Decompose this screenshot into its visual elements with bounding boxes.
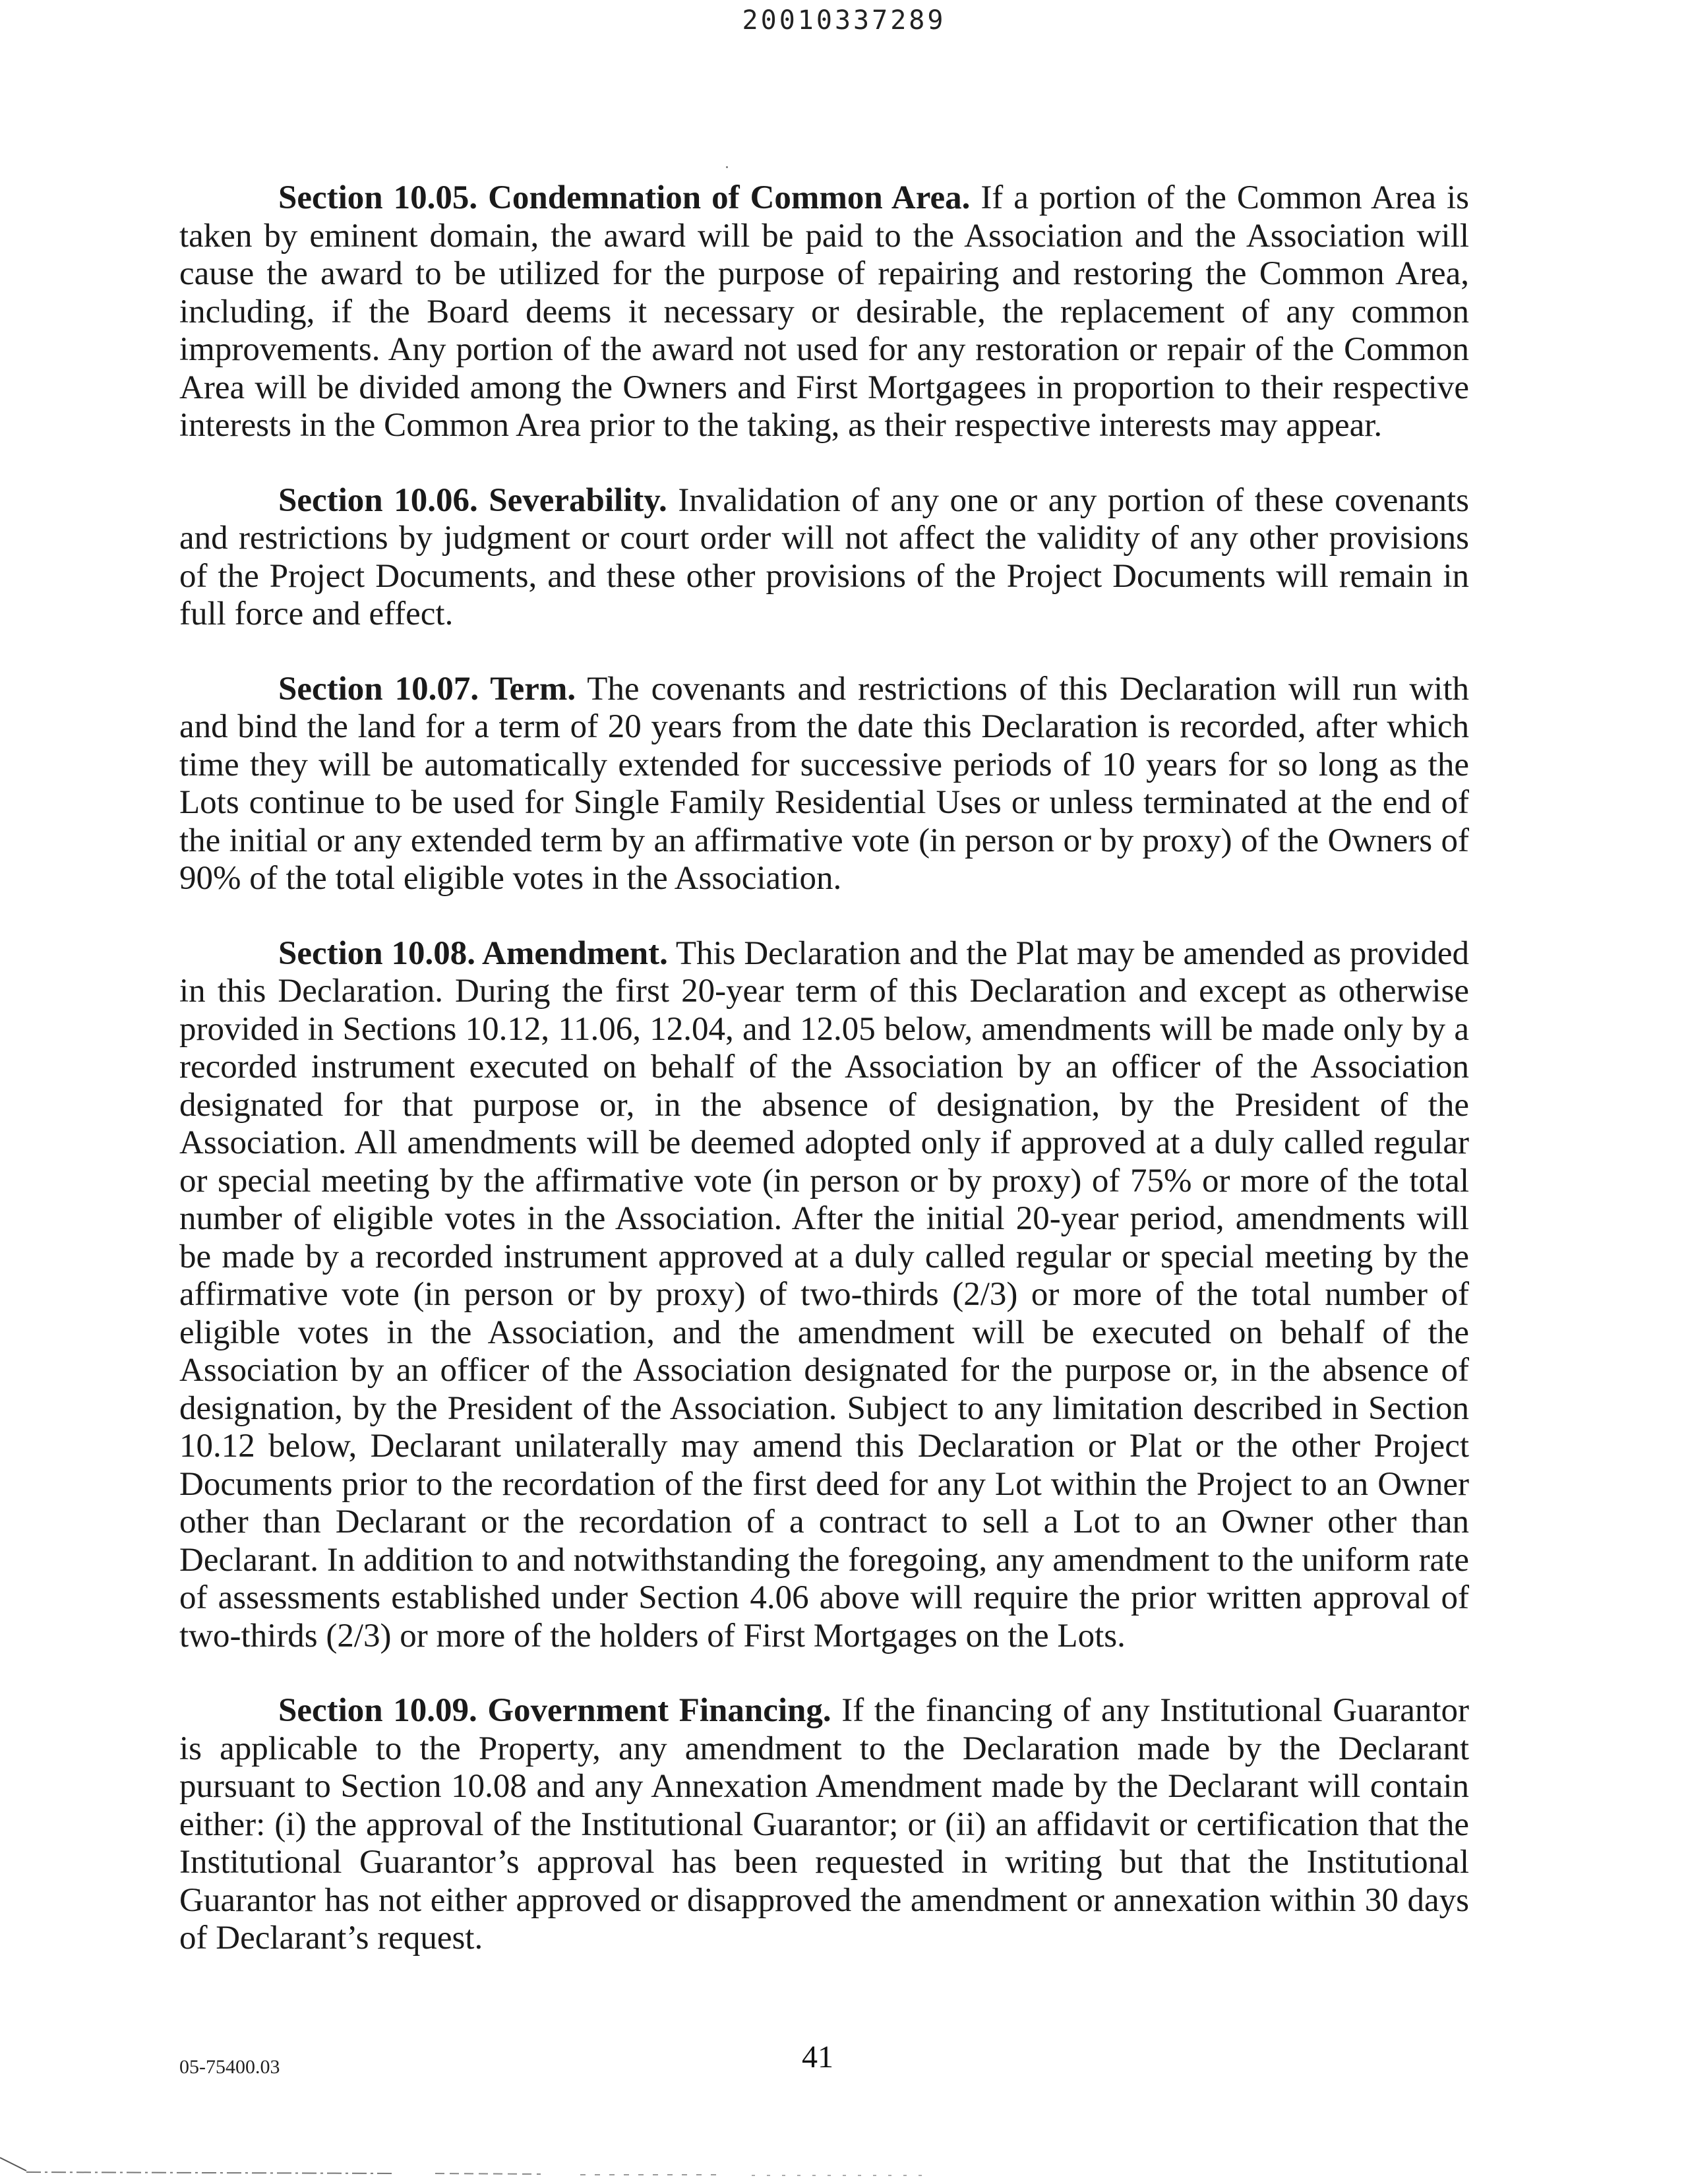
section-10-09 [179,1692,1469,1958]
section-text: If a portion of the Common Area is taken by eminent domain, the award will be paid to the Association and the Association will cause the award to be utilized for the purpose of repairing and restoring the Common Area, including, if the Board deems it necessary or desirable, the replacement of any common improvements. Any portion of the award not used for any restoration or repair of the Common Area will be divided among the Owners and First Mortgagees in proportion to their respective interests in the Common Area prior to the taking, as their respective interests may appear. [179,179,1470,444]
section-10-07 [179,671,1469,898]
section-heading: Section 10.05. Condemnation of Common Area. [278,179,971,216]
section-10-08 [179,935,1469,1656]
section-text: Invalidation of any one or any portion of these covenants and restrictions by judgment or court order will not affect the validity of any other provisions of the Project Documents, and these other provisions of the Project Documents will remain in full force and effect. [179,481,1470,632]
section-heading: Section 10.07. Term. [278,670,576,708]
footer-document-id: 05-75400.03 [179,2056,280,2078]
scan-edge-artifacts [0,2156,1688,2184]
scan-speck [726,166,728,168]
page-number: 41 [802,2040,833,2075]
section-10-06 [179,482,1469,634]
recording-number: 20010337289 [742,5,946,36]
section-heading: Section 10.09. Government Financing. [278,1692,831,1729]
section-text: This Declaration and the Plat may be amended as provided in this Declaration. During the first 20-year term of this Declaration and except as otherwise provided in Sections 10.12, 11.06, 12.04, and 12.05 below, amendments will be made only by a recorded instrument executed on behalf of the Association by an officer of the Association designated for that purpose or, in the absence of designation, by the President of the Association. All amendments will be deemed adopted only if approved at a duly called regular or special meeting by the affirmative vote (in person or by proxy) of 75% or more of the total number of eligible votes in the Association. After the initial 20-year period, amendments will be made by a recorded instrument approved at a duly called regular or special meeting by the affirmative vote (in person or by proxy) of two-thirds (2/3) or more of the total number of eligible votes in the Association, and the amendment will be executed on behalf of the Association by an officer of the Association designated for the purpose or, in the absence of designation, by the President of the Association. Subject to any limitation described in Section 10.12 below, Declarant unilaterally may amend this Declaration or Plat or the other Project Documents prior to the recordation of the first deed for any Lot within the Project to an Owner other than Declarant or the recordation of a contract to sell a Lot to an Owner other than Declarant. In addition to and notwithstanding the foregoing, any amendment to the uniform rate of assessments established under Section 4.06 above will require the prior written approval of two-thirds (2/3) or more of the holders of First Mortgages on the Lots. [179,934,1469,1654]
section-text: The covenants and restrictions of this Declaration will run with and bind the land for a term of 20 years from the date this Declaration is recorded, after which time they will be automatically extended for successive periods of 10 years for so long as the Lots continue to be used for Single Family Residential Uses or unless terminated at the end of the initial or any extended term by an affirmative vote (in person or by proxy) of the Owners of 90% of the total eligible votes in the Association. [179,670,1469,897]
section-10-05 [179,179,1469,445]
section-heading: Section 10.08. Amendment. [278,934,668,972]
document-body [179,179,1469,1995]
section-text: If the financing of any Institutional Guarantor is applicable to the Property, any amendment to the Declaration made by the Declarant pursuant to Section 10.08 and any Annexation Amendment made by the Declarant will contain either: (i) the approval of the Institutional Guarantor; or (ii) an affidavit or certification that the Institutional Guarantor’s approval has been requested in writing but that the Institutional Guarantor has not either approved or disapproved the amendment or annexation within 30 days of Declarant’s request. [179,1692,1470,1957]
section-heading: Section 10.06. Severability. [278,481,667,519]
